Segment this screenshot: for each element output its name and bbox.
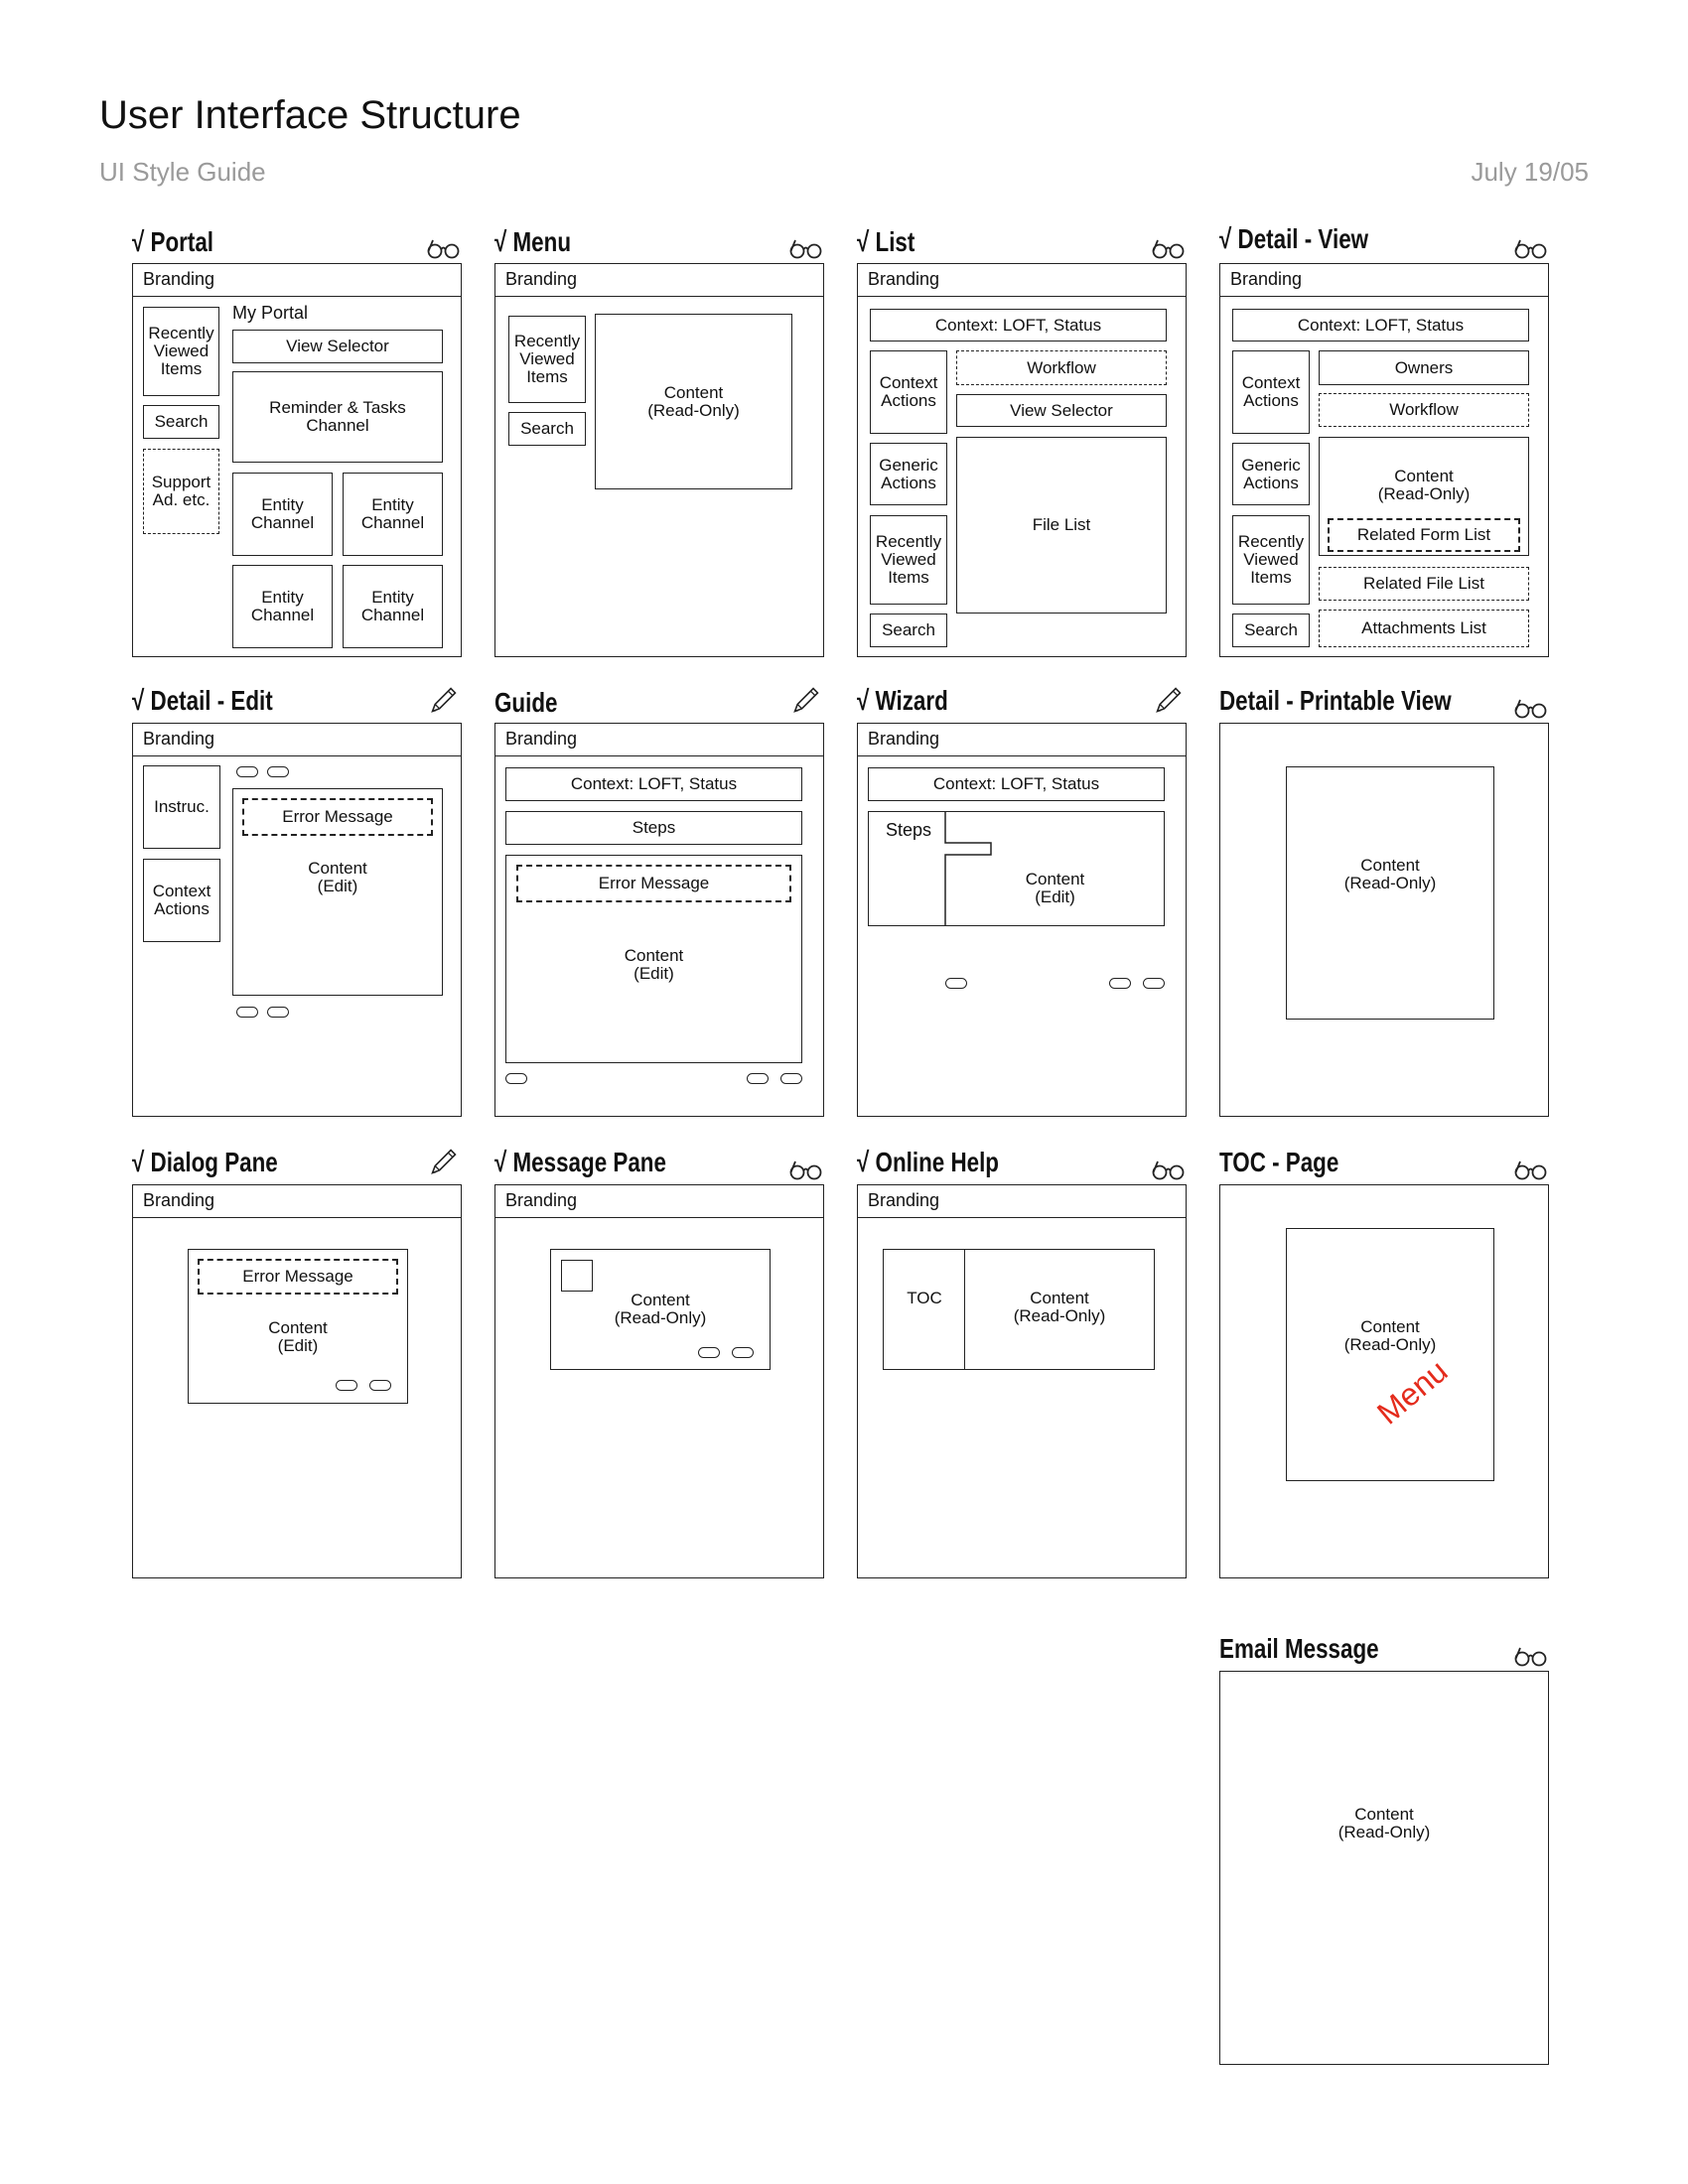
content-box: Content (Read-Only): [964, 1249, 1155, 1370]
context-actions-box: Context Actions: [1232, 350, 1310, 434]
toc-page-title-text: TOC - Page: [1219, 1147, 1339, 1177]
online-help-title: [857, 1147, 999, 1178]
context-actions-box: Context Actions: [143, 859, 220, 942]
page-subtitle: UI Style Guide: [99, 157, 266, 187]
entity-channel-box: Entity Channel: [232, 565, 333, 648]
printable-view-panel: [1219, 723, 1549, 1117]
toc-page-panel: [1219, 1184, 1549, 1578]
file-list-box: File List: [956, 437, 1167, 614]
content-label: Content (Read-Only): [1337, 1805, 1431, 1842]
context-actions-box: Context Actions: [870, 350, 947, 434]
branding-bar: Branding: [858, 1185, 1186, 1218]
search-box: Search: [508, 412, 586, 446]
branding-bar: Branding: [133, 1185, 461, 1218]
my-portal-label: My Portal: [232, 303, 309, 323]
menu-title-text: Menu: [512, 226, 572, 257]
message-pane-title: [494, 1147, 666, 1178]
list-panel: [857, 263, 1187, 657]
branding-bar: Branding: [1220, 264, 1548, 297]
glasses-icon: [1152, 234, 1186, 264]
related-file-list-box: Related File List: [1319, 567, 1529, 601]
email-message-title: [1219, 1633, 1379, 1665]
button-icon[interactable]: [780, 1073, 802, 1084]
instructions-box: Instruc.: [143, 765, 220, 849]
online-help-title-text: Online Help: [875, 1147, 999, 1177]
branding-bar: Branding: [858, 724, 1186, 756]
generic-actions-box: Generic Actions: [870, 443, 947, 505]
view-selector-box: View Selector: [956, 394, 1167, 427]
pencil-icon: [789, 685, 823, 715]
glasses-icon: [1514, 1642, 1548, 1672]
menu-annotation: Menu: [1370, 1352, 1455, 1432]
steps-tab-outline: [868, 811, 1165, 926]
portal-title-text: Portal: [150, 226, 214, 257]
branding-bar: Branding: [133, 264, 461, 297]
email-message-panel: [1219, 1671, 1549, 2065]
branding-bar: Branding: [495, 724, 823, 756]
button-icon[interactable]: [698, 1347, 720, 1358]
page-date: July 19/05: [1471, 157, 1589, 187]
dialog-pane-panel: [132, 1184, 462, 1578]
entity-channel-box: Entity Channel: [343, 565, 443, 648]
guide-title-text: Guide: [494, 687, 558, 718]
glasses-icon: [789, 234, 823, 264]
recently-viewed-box: Recently Viewed Items: [143, 307, 219, 396]
check-mark: √: [132, 1147, 145, 1177]
search-box: Search: [1232, 614, 1310, 647]
button-icon[interactable]: [1109, 978, 1131, 989]
button-icon[interactable]: [732, 1347, 754, 1358]
context-status-box: Context: LOFT, Status: [870, 309, 1167, 341]
detail-edit-panel: [132, 723, 462, 1117]
online-help-panel: [857, 1184, 1187, 1578]
generic-actions-box: Generic Actions: [1232, 443, 1310, 505]
button-icon[interactable]: [267, 1007, 289, 1018]
content-edit-label: Content (Edit): [1025, 870, 1085, 906]
button-icon[interactable]: [369, 1380, 391, 1391]
detail-edit-title-text: Detail - Edit: [150, 685, 273, 716]
wizard-title: [857, 685, 948, 717]
message-pane-title-text: Message Pane: [512, 1147, 666, 1177]
branding-bar: Branding: [495, 264, 823, 297]
glasses-icon: [1152, 1156, 1186, 1185]
wizard-panel: [857, 723, 1187, 1117]
pencil-icon: [1152, 685, 1186, 715]
attachments-list-box: Attachments List: [1319, 610, 1529, 647]
pencil-icon: [427, 685, 461, 715]
wizard-title-text: Wizard: [875, 685, 948, 716]
email-message-title-text: Email Message: [1219, 1633, 1379, 1664]
check-mark: √: [857, 226, 870, 257]
context-status-box: Context: LOFT, Status: [505, 767, 802, 801]
portal-panel: [132, 263, 462, 657]
dialog-pane-title: [132, 1147, 278, 1178]
message-pane-panel: [494, 1184, 824, 1578]
check-mark: √: [1219, 223, 1232, 254]
context-status-box: Context: LOFT, Status: [1232, 309, 1529, 341]
content-box: Content (Read-Only): [1319, 437, 1529, 556]
check-mark: √: [857, 685, 870, 716]
toc-box: TOC: [883, 1249, 966, 1370]
detail-view-panel: [1219, 263, 1549, 657]
entity-channel-box: Entity Channel: [232, 473, 333, 556]
search-box: Search: [143, 405, 219, 439]
button-icon[interactable]: [505, 1073, 527, 1084]
check-mark: √: [494, 226, 507, 257]
search-box: Search: [870, 614, 947, 647]
printable-view-title: [1219, 685, 1452, 717]
page-title: User Interface Structure: [99, 93, 521, 137]
menu-panel: [494, 263, 824, 657]
workflow-box: Workflow: [956, 350, 1167, 385]
list-title: [857, 226, 914, 258]
button-icon[interactable]: [236, 766, 258, 777]
message-icon: [561, 1260, 593, 1292]
recently-viewed-box: Recently Viewed Items: [1232, 515, 1310, 605]
guide-panel: [494, 723, 824, 1117]
glasses-icon: [1514, 694, 1548, 724]
toc-page-title: [1219, 1147, 1338, 1178]
printable-view-title-text: Detail - Printable View: [1219, 685, 1452, 716]
support-ad-box: Support Ad. etc.: [143, 449, 219, 534]
detail-view-title: [1219, 223, 1368, 255]
glasses-icon: [789, 1156, 823, 1185]
detail-view-title-text: Detail - View: [1237, 223, 1369, 254]
detail-edit-title: [132, 685, 273, 717]
guide-title: [494, 687, 557, 719]
button-icon[interactable]: [267, 766, 289, 777]
recently-viewed-box: Recently Viewed Items: [870, 515, 947, 605]
check-mark: √: [132, 685, 145, 716]
recently-viewed-box: Recently Viewed Items: [508, 316, 586, 403]
pencil-icon: [427, 1147, 461, 1176]
check-mark: √: [857, 1147, 870, 1177]
glasses-icon: [1514, 234, 1548, 264]
branding-bar: Branding: [495, 1185, 823, 1218]
content-box: Content (Edit): [505, 855, 802, 1063]
button-icon[interactable]: [336, 1380, 357, 1391]
content-box: Content (Read-Only): [1286, 766, 1494, 1020]
message-box: Content (Read-Only): [550, 1249, 771, 1370]
steps-box: Steps: [505, 811, 802, 845]
check-mark: √: [132, 226, 145, 257]
button-icon[interactable]: [747, 1073, 769, 1084]
steps-label: Steps: [886, 820, 932, 840]
button-icon[interactable]: [236, 1007, 258, 1018]
error-message-box: Error Message: [198, 1259, 398, 1295]
branding-bar: Branding: [858, 264, 1186, 297]
workflow-box: Workflow: [1319, 393, 1529, 427]
button-icon[interactable]: [945, 978, 967, 989]
dialog-box: Content (Edit): [188, 1249, 408, 1404]
content-box: Content (Edit): [232, 788, 443, 996]
portal-title: [132, 226, 213, 258]
content-box: Content (Read-Only): [595, 314, 792, 489]
related-form-list-box: Related Form List: [1328, 518, 1520, 552]
glasses-icon: [1514, 1156, 1548, 1185]
context-status-box: Context: LOFT, Status: [868, 767, 1165, 801]
content-box: Content (Read-Only): [1286, 1228, 1494, 1481]
menu-title: [494, 226, 571, 258]
entity-channel-box: Entity Channel: [343, 473, 443, 556]
branding-bar: Branding: [133, 724, 461, 756]
check-mark: √: [494, 1147, 507, 1177]
glasses-icon: [427, 234, 461, 264]
owners-box: Owners: [1319, 350, 1529, 385]
list-title-text: List: [875, 226, 915, 257]
reminder-channel-box: Reminder & Tasks Channel: [232, 371, 443, 463]
error-message-box: Error Message: [242, 798, 433, 836]
error-message-box: Error Message: [516, 865, 791, 902]
dialog-pane-title-text: Dialog Pane: [150, 1147, 278, 1177]
button-icon[interactable]: [1143, 978, 1165, 989]
view-selector-box: View Selector: [232, 330, 443, 363]
